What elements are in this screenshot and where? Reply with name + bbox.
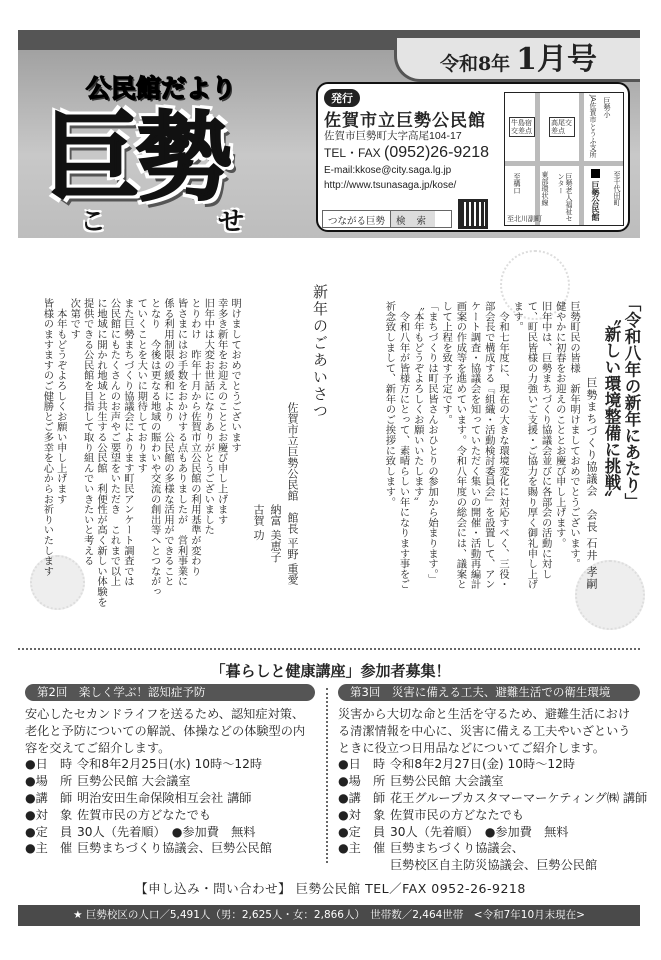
body-line: ます。 xyxy=(511,301,524,332)
divider xyxy=(326,688,328,863)
detail-value: 巨勢まちづくり協議会、巨勢公民館 xyxy=(77,841,272,856)
map-label: 巨勢老人福祉センター xyxy=(557,173,573,222)
body-line: 健やかに初春をお迎えのこととお慶び申し上げます。 xyxy=(553,301,566,549)
map-label: 高尾交差点 xyxy=(549,117,575,137)
tel-label: TEL・FAX xyxy=(324,146,381,160)
map-label: JA佐賀市とうふ支所 xyxy=(589,95,597,158)
newsletter-subtitle: 公民館だより xyxy=(86,74,237,103)
body-line: とりわけ 昨年十月から佐賀市立公民館の利用基準が変わり xyxy=(188,298,201,577)
event-header: 第3回 災害に備える工夫、避難生活での衛生環境 xyxy=(338,684,640,701)
body-line: 「まちづくりは町民皆さんおひとりの参加から始まります。」 xyxy=(425,301,438,585)
detail-value: 佐賀市民の方どなたでも xyxy=(390,807,525,822)
divider xyxy=(18,648,640,650)
signature-line: 納富 美恵子 xyxy=(269,504,282,563)
detail-value: 明治安田生命保険相互会社 講師 xyxy=(77,790,252,805)
body-line: 公民館にもたくさんのお声やご要望をいただき これまで以上 xyxy=(108,298,121,587)
logo-char: 巨 xyxy=(44,102,136,214)
body-line: 画案の作成等を進めています。令和八年度の総会には、議案と xyxy=(454,301,467,590)
event-detail-row xyxy=(338,807,640,824)
body-line: 皆さまにはお手数をおかけする点もありましたが 営利事業に xyxy=(175,298,188,587)
map-label: 巨勢公民館 xyxy=(591,181,600,221)
event-detail-row xyxy=(25,790,315,807)
search-text: つながる巨勢 xyxy=(328,216,386,227)
body-line: 次第です xyxy=(68,298,81,340)
logo-char: 勢 xyxy=(136,102,228,214)
issue-year: 令和8年 xyxy=(439,53,511,75)
event-description: 災害から大切な命と生活を守るため、避難生活における清潔情報を中心に、災害に備える工夫やいざというときに役立つ日用品などについてご紹介します。 xyxy=(338,707,631,755)
map-road xyxy=(505,161,623,166)
detail-label: ●定 員 xyxy=(338,824,386,839)
newsletter-logo xyxy=(44,102,228,214)
masthead xyxy=(18,30,640,238)
map-label: 至構口 xyxy=(513,173,521,194)
body-line: 令和七年度に、現在の大きな環境変化に対応すべく、三役・ xyxy=(496,301,509,590)
article-body xyxy=(40,298,241,607)
tel-number: (0952)26-9218 xyxy=(384,144,489,161)
logo-kana: せ xyxy=(218,207,245,237)
body-line: また巨勢まちづくり協議会によります町民アンケート調査では xyxy=(121,298,134,587)
body-line: ケート調査・協議会を知っていただく集いの開催・活動再編計 xyxy=(468,301,481,590)
contact-info: 【申し込み・問い合わせ】 巨勢公民館 TEL／FAX 0952-26-9218 xyxy=(135,881,526,896)
detail-label: ●定 員 xyxy=(25,824,73,839)
events-title: 「暮らしと健康講座」参加者募集！ xyxy=(210,662,451,680)
detail-label: ●主 催 xyxy=(25,841,73,856)
body-line: 明けましておめでとうございます xyxy=(229,298,242,453)
detail-label: ●日 時 xyxy=(338,757,386,772)
body-line: 本年もどうぞよろしくお願い申し上げます xyxy=(54,298,67,504)
map-label: 牛島宿交差点 xyxy=(509,117,535,137)
detail-value: 巨勢公民館 大会議室 xyxy=(77,774,191,789)
event-detail-row xyxy=(25,773,315,790)
detail-value: 巨勢まちづくり協議会、 巨勢校区自主防災協議会、巨勢公民館 xyxy=(390,841,598,873)
publisher-box xyxy=(316,82,630,232)
body-line: 提供できる公民館を目指して取り組んでいきたいと考える xyxy=(81,298,94,566)
detail-value: 令和8年2月27日(金) 10時～12時 xyxy=(390,757,576,772)
article-director xyxy=(40,298,241,607)
detail-label: ●講 師 xyxy=(338,790,386,805)
detail-label: ●対 象 xyxy=(25,807,73,822)
article-chairman xyxy=(382,285,641,645)
detail-value: 30人（先着順） ●参加費 無料 xyxy=(77,824,256,839)
body-line: て、町民皆様の力強いご支援・ご協力を賜り厚く御礼申し上げ xyxy=(525,301,538,590)
event-lecture-3 xyxy=(338,684,648,874)
event-details xyxy=(25,756,315,857)
population-footer: ★ 巨勢校区の人口／5,491人（男：2,625人・女：2,866人） 世帯数／2,464世帯 <令和7年10月末現在> xyxy=(18,905,640,926)
body-line: 幸多き新年をお迎えのこととお慶び申し上げます xyxy=(215,298,228,525)
detail-label: ●主 催 xyxy=(338,841,386,856)
event-detail-row xyxy=(25,840,315,857)
publisher-tel xyxy=(324,144,489,162)
qr-code xyxy=(458,199,488,229)
search-button[interactable]: 検 索 xyxy=(390,211,435,227)
publisher-name: 佐賀市立巨勢公民館 xyxy=(324,111,486,131)
event-detail-row xyxy=(338,790,648,807)
access-map xyxy=(504,92,624,226)
map-label: 東部環状線 xyxy=(541,171,549,206)
article-signature xyxy=(250,402,301,585)
detail-value: 花王グループカスタマーマーケティング㈱ 講師 xyxy=(390,790,648,805)
publisher-url[interactable]: http://www.tsunasaga.jp/kose/ xyxy=(324,180,457,191)
event-detail-row xyxy=(25,807,315,824)
map-label: 巨勢小 xyxy=(603,97,611,118)
detail-value: 佐賀市民の方どなたでも xyxy=(77,807,212,822)
body-line: 〝本年もどうぞよろしくお願いいたします〟 xyxy=(411,301,424,507)
search-box[interactable] xyxy=(322,210,452,228)
logo-kana: こ xyxy=(80,207,107,237)
body-line: となり 今後は更なる地域の賑わいや交流の創出等へとつながっ xyxy=(148,298,161,597)
article-title: 「令和八年の新年にあたり」 xyxy=(622,295,641,510)
map-label: 至千代田町 xyxy=(613,171,621,206)
issue-badge xyxy=(394,38,640,82)
event-detail-row xyxy=(338,756,640,773)
body-line: に地域に開かれ地域と共生する公民館 利便性が高く新しい体験を xyxy=(95,298,108,607)
body-line: 祈念致しまして、新年のご挨拶に致します。 xyxy=(383,301,396,507)
body-line: 係る利用制限の緩和により 公民館の多様な活用ができること xyxy=(162,298,175,587)
detail-label: ●場 所 xyxy=(25,774,73,789)
article-body xyxy=(382,285,581,645)
article-title: 新年のごあいさつ xyxy=(311,284,329,420)
body-line: 皆様のますますのご健勝とご多幸を心からお祈りいたします xyxy=(41,298,54,577)
detail-value: 令和8年2月25日(水) 10時～12時 xyxy=(77,757,263,772)
signature-line: 古賀 功 xyxy=(252,504,265,541)
publisher-address: 佐賀市巨勢町大字高尾104-17 xyxy=(324,130,462,142)
body-line: して上程を致す予定です。 xyxy=(440,301,453,425)
detail-label: ●講 師 xyxy=(25,790,73,805)
body-line: 令和八年が皆様方にとって、素晴らしい年になります事をご xyxy=(397,301,410,590)
detail-label: ●場 所 xyxy=(338,774,386,789)
body-line: ていくことを大いに期待しております xyxy=(135,298,148,474)
map-label: 至北川副町 xyxy=(507,215,542,223)
detail-value: 30人（先着順） ●参加費 無料 xyxy=(390,824,569,839)
event-detail-row xyxy=(25,824,315,841)
event-detail-row xyxy=(338,773,640,790)
event-description: 安心したセカンドライフを送るため、認知症対策、老化と予防についての解説、体操などの体験型の内容を交えてご紹介します。 xyxy=(25,707,306,755)
issue-month: 1月号 xyxy=(516,42,598,77)
body-line: 旧年中は、巨勢まちづくり協議会並びに各部会の活動に対し xyxy=(539,301,552,580)
map-road xyxy=(535,93,540,225)
detail-label: ●日 時 xyxy=(25,757,73,772)
publisher-email[interactable]: E-mail:kkose@city.saga.lg.jp xyxy=(324,165,452,176)
detail-label: ●対 象 xyxy=(338,807,386,822)
article-author: 巨勢まちづくり協議会 会長 石井 孝嗣 xyxy=(585,377,598,590)
kominkan-marker-icon xyxy=(591,169,600,178)
signature-line: 佐賀市立巨勢公民館 館長 平野 重愛 xyxy=(286,402,299,585)
event-detail-row xyxy=(338,840,640,874)
body-line: 旧年中は大変お世話になりありがとうございました xyxy=(202,298,215,535)
event-detail-row xyxy=(338,824,640,841)
event-details xyxy=(338,756,648,874)
event-detail-row xyxy=(25,756,315,773)
detail-value: 巨勢公民館 大会議室 xyxy=(390,774,504,789)
body-line: 部会長で構成する『組織・活動検討委員会』を設置して、アン xyxy=(482,301,495,590)
event-lecture-2 xyxy=(25,684,315,857)
publisher-badge: 発行 xyxy=(324,89,360,107)
body-line: 巨勢町民の皆様 新年明けましておめでとうございます。 xyxy=(568,301,580,569)
map-road xyxy=(579,93,584,225)
article-subtitle: 〝新しい環境整備に挑戦〟 xyxy=(602,309,621,507)
event-header: 第2回 楽しく学ぶ！認知症予防 xyxy=(25,684,315,701)
